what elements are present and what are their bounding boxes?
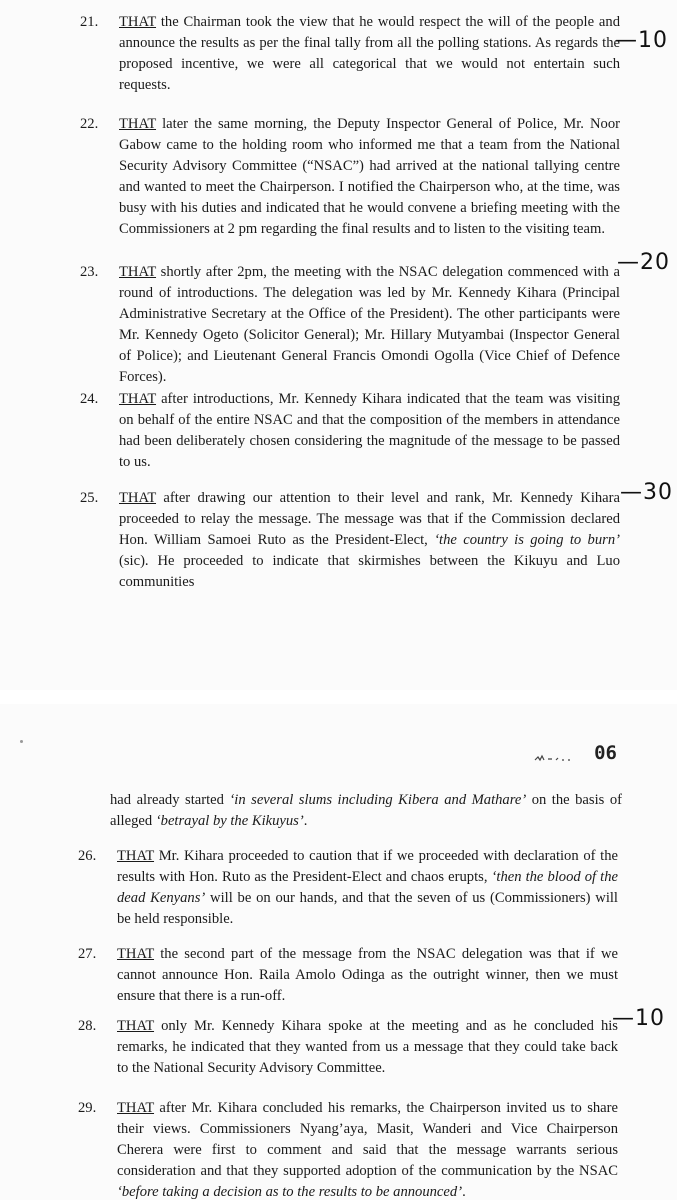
paragraph-lead: THAT (119, 264, 157, 280)
paragraph-number: 24. (80, 391, 99, 407)
page-gap (0, 690, 677, 704)
paragraph-quote: ‘the country is going to burn’ (434, 532, 620, 548)
margin-note-10: —10 (615, 28, 668, 53)
paragraph-number: 23. (80, 264, 99, 280)
paragraph-text: after introductions, Mr. Kennedy Kihara indicated that the team was visiting on behalf of the entire NSAC and that the composition of the members in attendance had been deliberately chosen considering the magnitude of the message to be passed to us. (119, 391, 620, 470)
paragraph-quote: ‘in several slums including Kibera and Mathare’ (229, 792, 527, 808)
paragraph-number: 27. (78, 946, 97, 962)
paragraph-text: later the same morning, the Deputy Inspector General of Police, Mr. Noor Gabow came to the holding room who informed me that a team from the National Security Advisory Committee (“NSAC”) had arrived at the national tallying centre and wanted to meet the Chairperson. I notified the Chairperson who, at the time, was busy with his duties and indicated that he would convene a briefing meeting with the Commissioners at 2 pm regarding the final results and to listen to the visiting team. (119, 116, 620, 237)
page-number: 06 (594, 742, 617, 764)
paragraph-24 (80, 389, 620, 473)
paragraph-lead: THAT (117, 1100, 155, 1116)
paragraph-28 (78, 1016, 618, 1079)
paragraph-text: had already started (110, 792, 230, 808)
paragraph-text: after drawing our attention to their level and rank, Mr. Kennedy Kihara proceeded to relay the message. The message was that if the Commission declared Hon. William Samoei Ruto as the President-Elect, (119, 490, 620, 548)
paragraph-number: 22. (80, 116, 99, 132)
margin-note-20: —20 (617, 250, 670, 275)
paragraph-lead: THAT (119, 391, 157, 407)
paragraph-26 (78, 846, 618, 930)
paragraph-29 (78, 1098, 618, 1203)
paragraph-lead: THAT (117, 1018, 155, 1034)
paragraph-22 (80, 114, 620, 240)
paragraph-text: Mr. Kihara proceeded to caution that if we proceeded with declaration of the results with Hon. Ruto as the President-Elect and chaos erupts, (117, 848, 618, 885)
paragraph-text: . (303, 813, 308, 829)
paragraph-number: 25. (80, 490, 99, 506)
paragraph-text: will be on our hands, and that the seven of us (Commissioners) will be held responsible. (117, 890, 618, 927)
paragraph-text: only Mr. Kennedy Kihara spoke at the meeting and as he concluded his remarks, he indicated that they wanted from us a message that they could take back to the National Security Advisory Committee. (117, 1018, 618, 1076)
paragraph-lead: THAT (119, 116, 157, 132)
paragraph-27 (78, 944, 618, 1007)
paragraph-lead: THAT (119, 14, 157, 30)
margin-note-30: —30 (620, 480, 673, 505)
margin-note-10: —10 (612, 1006, 665, 1031)
paragraph-23 (80, 262, 620, 388)
continuation-paragraph (110, 790, 622, 832)
paragraph-number: 29. (78, 1100, 97, 1116)
paragraph-quote: ‘before taking a decision as to the results to be announced’ (117, 1184, 463, 1200)
paragraph-lead: THAT (119, 490, 157, 506)
paragraph-21 (80, 12, 620, 96)
paragraph-quote: ‘betrayal by the Kikuyus’ (155, 813, 304, 829)
paragraph-text: shortly after 2pm, the meeting with the NSAC delegation commenced with a round of introductions. The delegation was led by Mr. Kennedy Kihara (Principal Administrative Secretary at the Office of the President). The other participants were Mr. Kennedy Ogeto (Solicitor General); Mr. Hillary Mutyambai (Inspector General of Police); and Lieutenant General Francis Omondi Ogolla (Vice Chief of Defence Forces). (119, 264, 620, 385)
paragraph-number: 26. (78, 848, 97, 864)
paragraph-quote: ‘then the blood of the dead Kenyans’ (117, 869, 618, 906)
paragraph-text: the second part of the message from the NSAC delegation was that if we cannot announce Hon. Raila Amolo Odinga as the outright winner, then we must ensure that there is a run-off. (117, 946, 618, 1004)
paragraph-text: (sic). He proceeded to indicate that skirmishes between the Kikuyu and Luo communities (119, 553, 620, 590)
paragraph-text: . (462, 1184, 466, 1200)
paragraph-text: on the basis of alleged (110, 792, 622, 829)
paragraph-text: the Chairman took the view that he would respect the will of the people and announce the results as per the final tally from all the polling stations. As regards the proposed incentive, we were all categorical that we would not entertain such requests. (119, 14, 620, 93)
handwritten-scribble (534, 752, 582, 764)
paragraph-lead: THAT (117, 946, 155, 962)
paragraph-text: after Mr. Kihara concluded his remarks, the Chairperson invited us to share their views. Commissioners Nyang’aya, Masit, Wanderi and Vice Chairperson Cherera were first to comment and said that the message warrants serious consideration and that they supported adoption of the communication by the NSAC (117, 1100, 618, 1179)
scan-speck (20, 740, 23, 743)
paragraph-lead: THAT (117, 848, 155, 864)
paragraph-number: 28. (78, 1018, 97, 1034)
paragraph-25 (80, 488, 620, 593)
paragraph-number: 21. (80, 14, 99, 30)
